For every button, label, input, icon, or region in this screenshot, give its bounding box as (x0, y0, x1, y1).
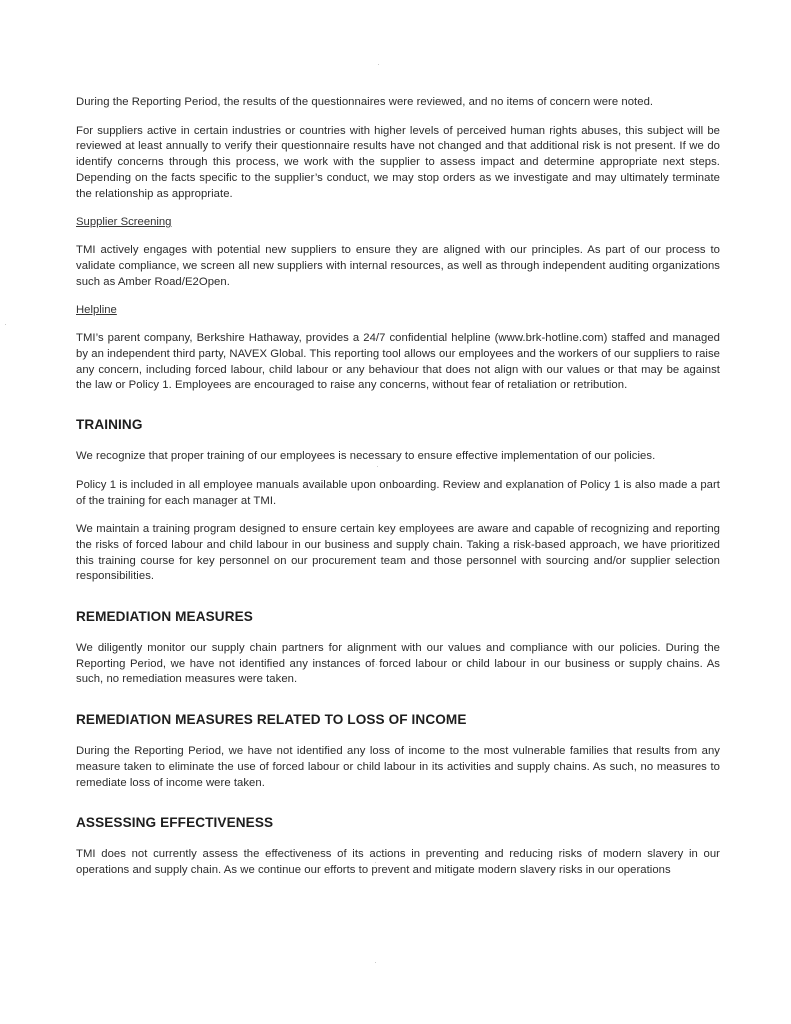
paragraph-training-intro: We recognize that proper training of our employees is necessary to ensure effective implementation of our policies. (76, 450, 656, 463)
paragraph-supplier-review: For suppliers active in certain industries or countries with higher levels of perceived human rights abuses, this subject will be reviewed at least annually to verify their questionnaire results have not changed and that additional risk is not present. If we do identify concerns through this process, we work with the supplier to assess impact and determine appropriate next steps. Depending on the facts specific to the supplier’s conduct, we may stop orders as we investigate and may ultimately terminate the relationship as appropriate. (76, 124, 720, 200)
loss-of-income-heading: REMEDIATION MEASURES RELATED TO LOSS OF INCOME (76, 712, 467, 728)
paragraph-questionnaire-results: During the Reporting Period, the results of the questionnaires were reviewed, and no items of concern were noted. (76, 96, 654, 108)
supplier-screening-heading: Supplier Screening (76, 216, 172, 229)
paragraph-supplier-screening: TMI actively engages with potential new suppliers to ensure they are aligned with our principles. As part of our process to validate compliance, we screen all new suppliers with internal resources, as well as through independent auditing organizations such as Amber Road/E2Open. (76, 244, 720, 288)
paragraph-training-program: We maintain a training program designed to ensure certain key employees are aware and capable of recognizing and reporting the risks of forced labour and child labour in our business and supply chain. Taking a risk-based approach, we have prioritized this training course for key personnel on our procurement team and those personnel with sourcing and/or supplier selection responsibilities. (76, 523, 720, 583)
scan-speck (5, 324, 6, 325)
paragraph-remediation: We diligently monitor our supply chain partners for alignment with our values and compliance with our policies. During the Reporting Period, we have not identified any instances of forced labour or child labour in our business or supply chains. As such, no remediation measures were taken. (76, 642, 720, 686)
paragraph-helpline: TMI’s parent company, Berkshire Hathaway, provides a 24/7 confidential helpline (www.brk-hotline.com) staffed and managed by an independent third party, NAVEX Global. This reporting tool allows our employees and the workers of our suppliers to raise any concern, including forced labour, child labour or any behaviour that does not align with our values or that may be against the law or Policy 1. Employees are encouraged to raise any concerns, without fear of retaliation or retribution. (76, 332, 720, 392)
helpline-heading: Helpline (76, 304, 117, 317)
paragraph-policy-1: Policy 1 is included in all employee manuals available upon onboarding. Review and explanation of Policy 1 is also made a part of the training for each manager at TMI. (76, 478, 720, 507)
remediation-measures-heading: REMEDIATION MEASURES (76, 609, 253, 625)
training-heading: TRAINING (76, 417, 143, 433)
paragraph-loss-of-income: During the Reporting Period, we have not identified any loss of income to the most vulnerable families that results from any measure taken to eliminate the use of forced labour or child labour in its activities and supply chains. As such, no measures to remediate loss of income were taken. (76, 745, 720, 789)
scan-speck (378, 64, 379, 65)
document-body (76, 95, 720, 879)
scan-speck (375, 962, 376, 963)
assessing-effectiveness-heading: ASSESSING EFFECTIVENESS (76, 815, 274, 831)
paragraph-assessing-effectiveness: TMI does not currently assess the effectiveness of its actions in preventing and reducing risks of modern slavery in our operations and supply chain. As we continue our efforts to prevent and mitigate modern slavery risks in our operations (76, 848, 720, 876)
